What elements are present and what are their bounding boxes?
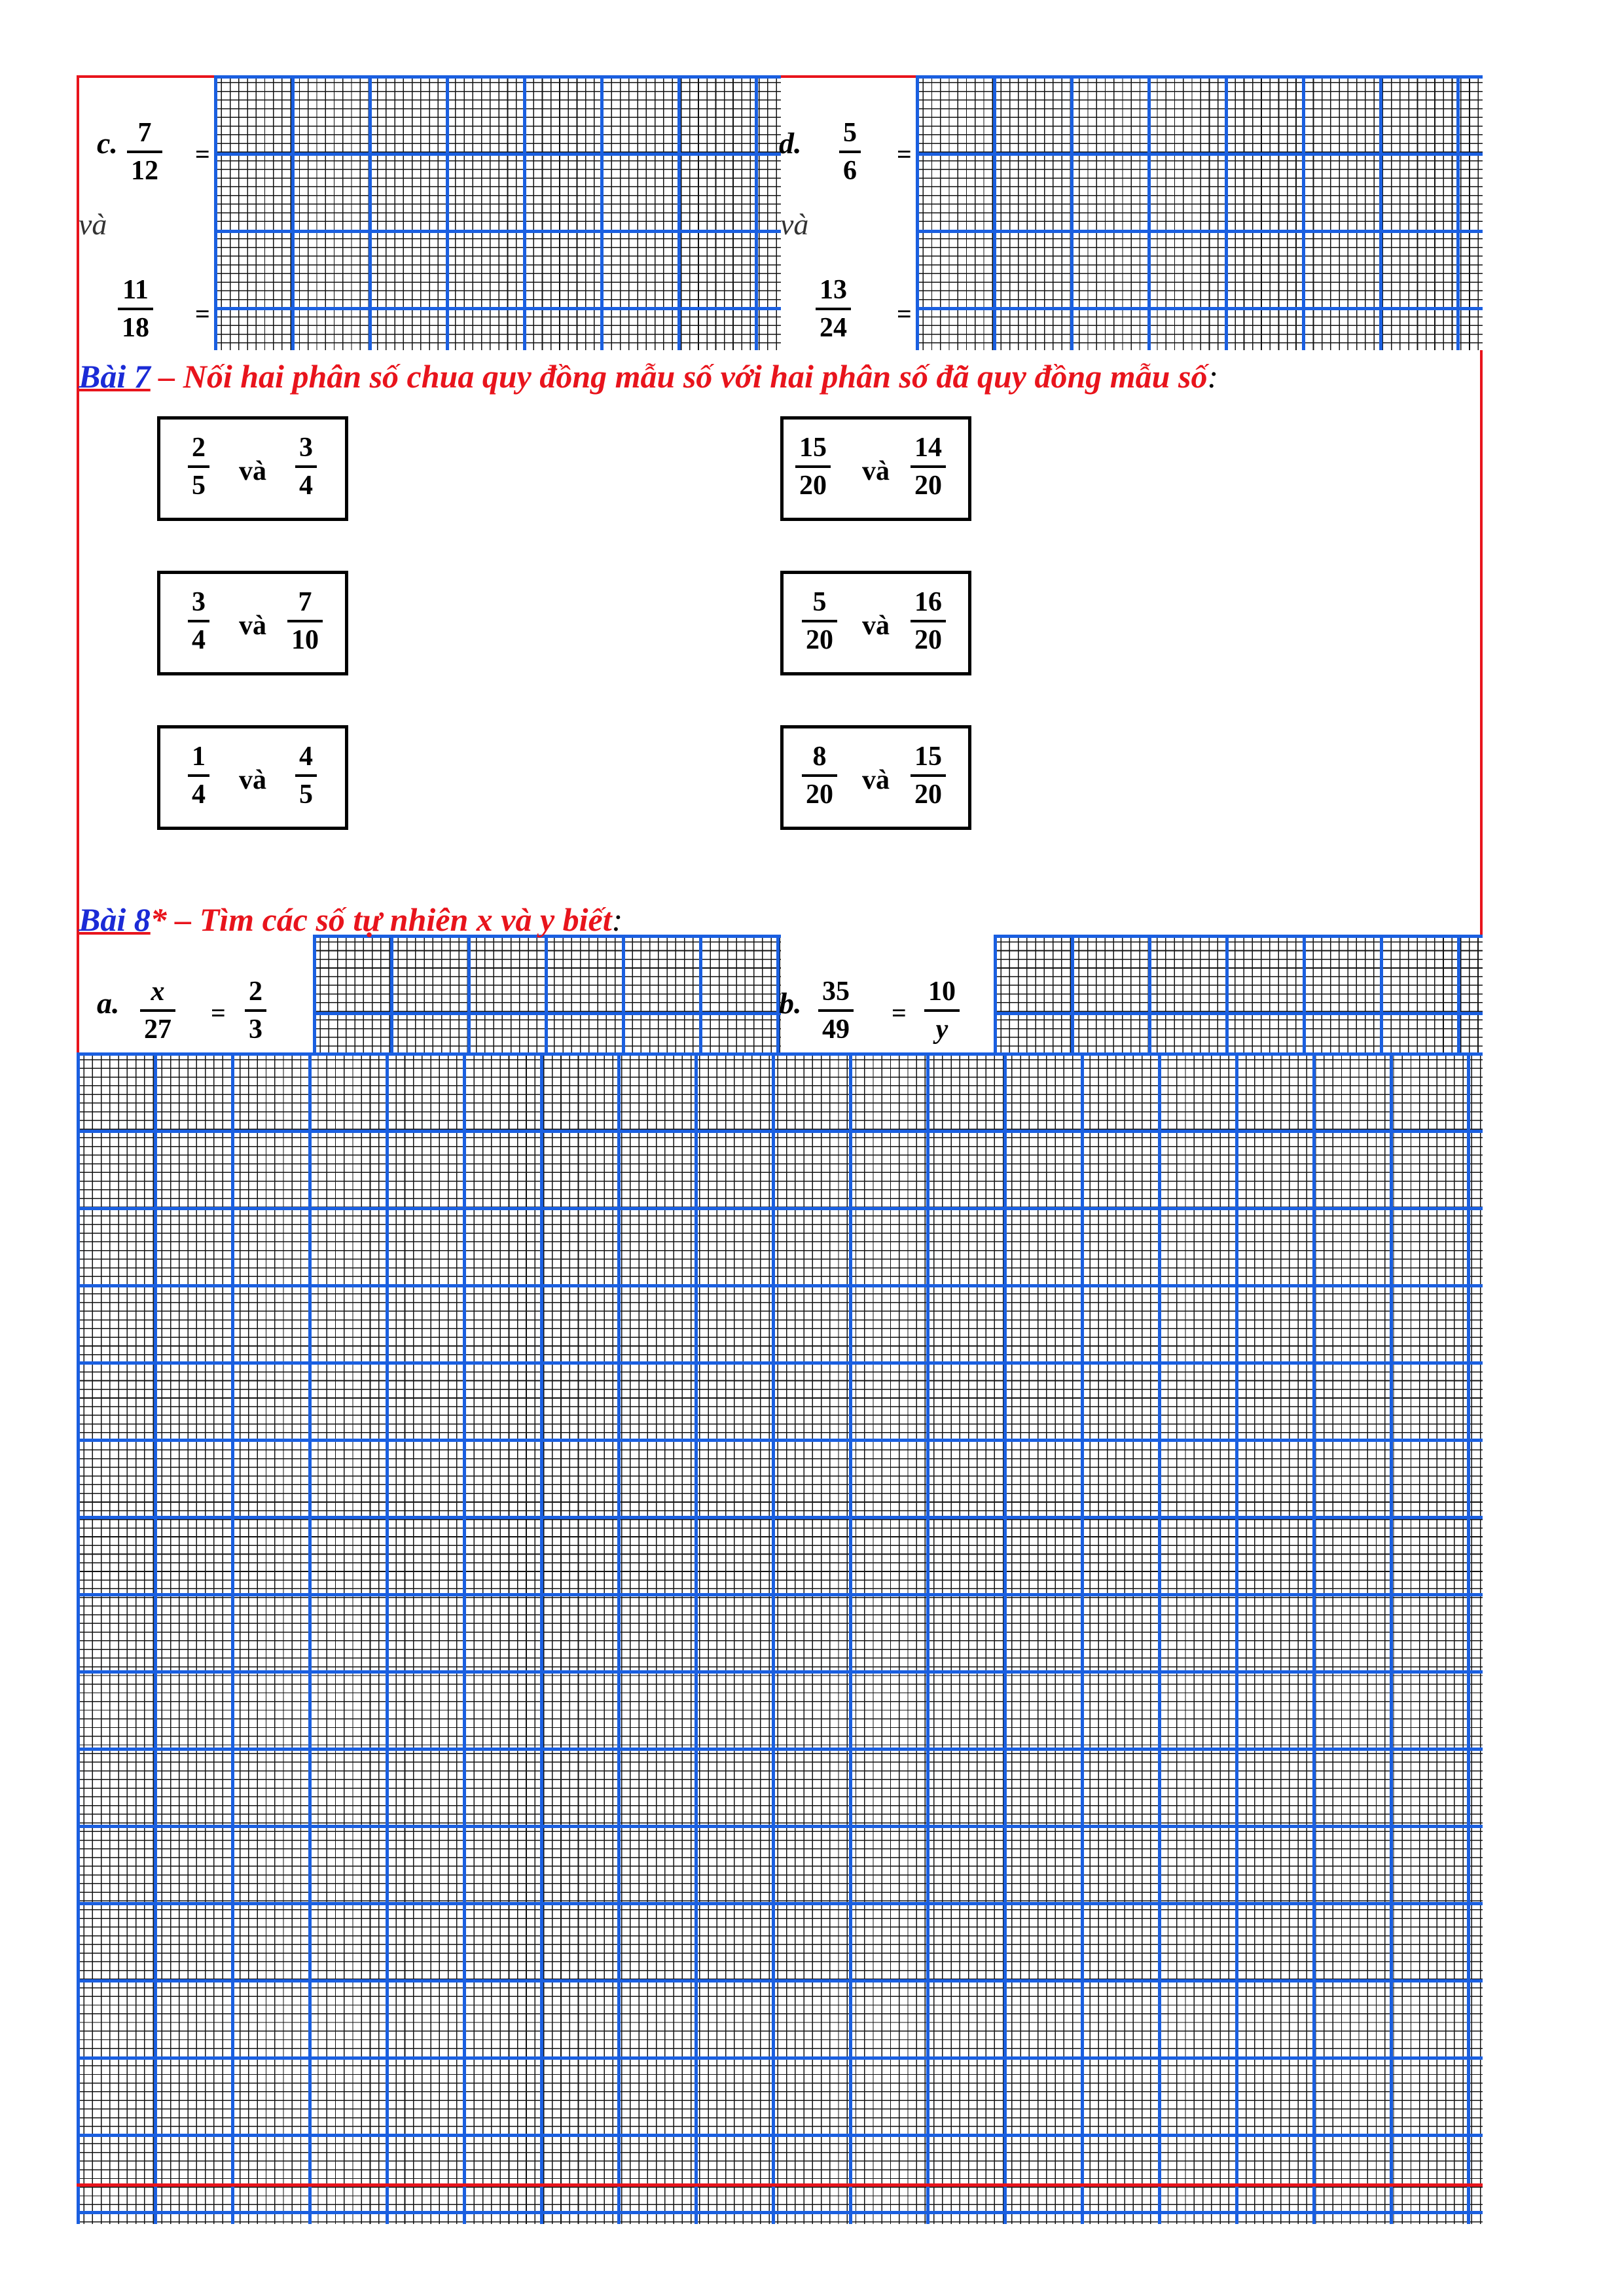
grid-a8 <box>313 935 781 1052</box>
exercise-7-heading: Bài 7 – Nối hai phân số chua quy đồng mẫu số với hai phân số đã quy đồng mẫu số: <box>79 358 1219 395</box>
match-box-right-3[interactable] <box>780 725 971 830</box>
fraction: 3 4 <box>295 434 317 499</box>
fraction-b8-2: 10 y <box>924 978 960 1043</box>
fraction: 1 4 <box>188 743 209 808</box>
match-box-left-1[interactable] <box>157 416 348 521</box>
fraction-a8-2: 2 3 <box>245 978 266 1043</box>
fraction: 15 20 <box>911 743 946 808</box>
exercise-8-heading: Bài 8* – Tìm các số tự nhiên x và y biết: <box>79 901 623 938</box>
numerator: 5 <box>843 118 857 148</box>
fraction-d2 <box>816 276 851 342</box>
match-box-right-2[interactable] <box>780 571 971 675</box>
numerator: 7 <box>137 118 152 148</box>
fraction: 8 20 <box>802 743 837 808</box>
fraction: 14 20 <box>911 434 946 499</box>
connector-va: và <box>862 765 890 795</box>
match-box-left-2[interactable] <box>157 571 348 675</box>
fraction: 16 20 <box>911 588 946 654</box>
grid-c <box>214 75 781 350</box>
connector-va: và <box>780 207 809 241</box>
exercise-7-label: Bài 7 <box>79 358 151 395</box>
part-d-label: d. <box>779 126 802 160</box>
connector-va: và <box>239 611 266 641</box>
fraction: 2 5 <box>188 434 209 499</box>
exercise-8-label: Bài 8 <box>79 901 151 938</box>
connector-va: và <box>862 456 890 486</box>
denominator: 6 <box>843 156 857 186</box>
denominator: 12 <box>131 156 158 186</box>
connector-va: và <box>862 611 890 641</box>
fraction-d1 <box>839 119 861 185</box>
denominator: 24 <box>820 313 847 343</box>
fraction: 3 4 <box>188 588 209 654</box>
connector-va: và <box>239 456 266 486</box>
part-a-label: a. <box>97 986 120 1020</box>
page-bottom-line <box>77 2183 1483 2187</box>
fraction: 4 5 <box>295 743 317 808</box>
denominator: 18 <box>122 313 149 343</box>
part-c-label: c. <box>97 126 118 160</box>
exercise-8-text: Tìm các số tự nhiên x và y biết <box>199 901 612 938</box>
equals-sign: = <box>195 299 210 329</box>
equals-sign: = <box>897 299 912 329</box>
fraction-c1 <box>127 119 162 185</box>
numerator: 13 <box>820 275 847 305</box>
fraction-b8-1: 35 49 <box>818 978 854 1043</box>
match-box-left-3[interactable] <box>157 725 348 830</box>
grid-workspace <box>77 1052 1483 2224</box>
connector-va: và <box>79 207 107 241</box>
connector-va: và <box>239 765 266 795</box>
part-b-label: b. <box>779 986 802 1020</box>
fraction-c2 <box>118 276 153 342</box>
fraction-a8-1: x 27 <box>140 978 175 1043</box>
equals-sign: = <box>211 998 226 1028</box>
equals-sign: = <box>892 998 907 1028</box>
numerator: 11 <box>122 275 149 305</box>
fraction: 7 10 <box>287 588 323 654</box>
exercise-7-text: Nối hai phân số chua quy đồng mẫu số với hai phân số đã quy đồng mẫu số <box>183 358 1208 395</box>
fraction: 5 20 <box>802 588 837 654</box>
grid-d <box>916 75 1483 350</box>
equals-sign: = <box>897 139 912 169</box>
equals-sign: = <box>195 139 210 169</box>
fraction: 15 20 <box>795 434 831 499</box>
match-box-right-1[interactable] <box>780 416 971 521</box>
grid-b8 <box>994 935 1483 1052</box>
